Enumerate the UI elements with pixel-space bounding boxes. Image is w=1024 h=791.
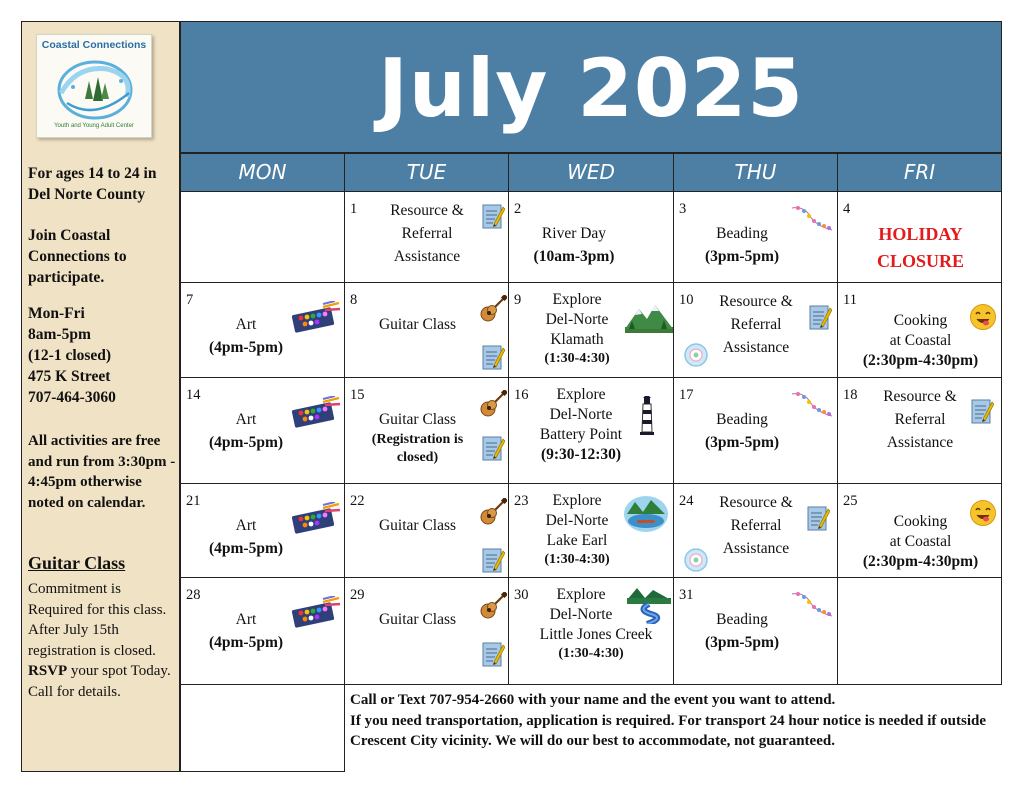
event-line: Resource & <box>390 202 464 219</box>
day-number: 25 <box>843 493 858 509</box>
day-number: 30 <box>514 587 529 603</box>
calendar-cell-15[interactable] <box>344 377 509 484</box>
join-text: Join Coastal Connections to participate. <box>28 227 127 286</box>
day-number: 8 <box>350 292 358 308</box>
calendar-cell-3[interactable] <box>673 191 838 283</box>
calendar-cell-1[interactable] <box>344 191 509 283</box>
event-line: (1:30-4:30) <box>544 552 610 567</box>
event-line: Explore <box>552 492 602 509</box>
calendar-cell-17[interactable] <box>673 377 838 484</box>
calendar-cell-4[interactable] <box>837 191 1002 283</box>
dayhead-tue: TUE <box>344 153 509 192</box>
day-number: 14 <box>186 387 201 403</box>
day-number: 3 <box>679 201 687 217</box>
event-line: (9:30-12:30) <box>540 446 622 463</box>
event-line: River Day <box>541 225 607 242</box>
event-line: Explore <box>556 386 606 403</box>
day-number: 10 <box>679 292 694 308</box>
event-line: Little Jones Creek <box>539 626 653 643</box>
event-line: Referral <box>401 225 453 242</box>
hours-time: 8am-5pm <box>28 326 91 343</box>
lighthouse-icon <box>639 396 655 436</box>
event-line: (3pm-5pm) <box>704 248 780 265</box>
calendar-cell-empty <box>837 577 1002 685</box>
badge-icon <box>683 547 709 573</box>
event-line: Art <box>235 611 257 628</box>
hours-closed: (12-1 closed) <box>28 347 112 364</box>
event-label <box>355 514 480 537</box>
guitar-icon <box>479 390 507 418</box>
coastal-connections-logo <box>36 34 152 138</box>
calendar-cell-9[interactable] <box>508 282 674 378</box>
event-line: Explore <box>552 291 602 308</box>
day-number: 22 <box>350 493 365 509</box>
activities-note: All activities are free and run from 3:30pm - 4:45pm otherwise noted on calendar. <box>28 433 176 511</box>
calendar-cell-18[interactable] <box>837 377 1002 484</box>
beads-icon <box>790 204 834 236</box>
holiday-closure-label <box>848 221 993 275</box>
event-label <box>860 385 980 454</box>
day-number: 16 <box>514 387 529 403</box>
event-line: Resource & <box>719 293 793 310</box>
event-line: Cooking <box>893 312 948 329</box>
event-label <box>191 408 301 454</box>
event-line: (1:30-4:30) <box>558 646 624 661</box>
rsvp-bold: RSVP <box>28 663 68 679</box>
footer-note <box>350 690 1010 752</box>
dayhead-fri: FRI <box>837 153 1002 192</box>
footer-line-transport: If you need transportation, application is required. For transport 24 hour notice is needed if outside Crescent City vicinity. We will do our best to accommodate, not guaranteed. <box>350 712 987 749</box>
notepad-icon <box>481 640 505 668</box>
event-line: Del-Norte <box>545 311 609 328</box>
event-line: (Registration is <box>371 432 464 447</box>
calendar-cell-23[interactable] <box>508 483 674 578</box>
art-palette-icon <box>289 596 341 628</box>
event-line: Resource & <box>719 494 793 511</box>
logo-title: Coastal Connections <box>41 39 147 51</box>
calendar-cell-16[interactable] <box>508 377 674 484</box>
event-label <box>191 514 301 560</box>
event-line: Art <box>235 411 257 428</box>
event-line: (4pm-5pm) <box>208 434 284 451</box>
event-line: Referral <box>730 316 782 333</box>
event-label <box>527 491 627 569</box>
art-palette-icon <box>289 301 341 333</box>
event-label <box>355 608 480 631</box>
notepad-icon <box>481 546 505 574</box>
event-label <box>367 199 487 268</box>
event-line: Assistance <box>886 434 954 451</box>
event-line: (1:30-4:30) <box>544 351 610 366</box>
event-label <box>684 608 800 654</box>
event-line: Assistance <box>722 540 790 557</box>
event-line: Beading <box>716 411 768 428</box>
event-line: Referral <box>894 411 946 428</box>
event-line: Guitar Class <box>378 517 457 534</box>
dayhead-thu: THU <box>673 153 838 192</box>
creek-icon <box>627 586 671 624</box>
dayhead-mon: MON <box>180 153 345 192</box>
event-line: (3pm-5pm) <box>704 634 780 651</box>
month-title: July 2025 <box>378 42 804 135</box>
event-line: Del-Norte <box>549 606 613 623</box>
calendar-cell-2[interactable] <box>508 191 674 283</box>
calendar-cell-empty <box>180 191 345 283</box>
event-label <box>191 313 301 359</box>
day-number: 21 <box>186 493 201 509</box>
event-line: (4pm-5pm) <box>208 339 284 356</box>
event-line: Battery Point <box>539 426 623 443</box>
day-number: 11 <box>843 292 857 308</box>
dayhead-wed: WED <box>508 153 674 192</box>
calendar-cell-14[interactable] <box>180 377 345 484</box>
event-line: Assistance <box>393 248 461 265</box>
event-line: Resource & <box>883 388 957 405</box>
event-label <box>696 290 816 359</box>
badge-icon <box>683 342 709 368</box>
sidebar <box>21 21 180 772</box>
guitar-icon <box>479 295 507 323</box>
calendar-cell-10[interactable] <box>673 282 838 378</box>
event-line: closed) <box>396 450 439 465</box>
calendar-cell-31[interactable] <box>673 577 838 685</box>
notepad-icon <box>481 434 505 462</box>
calendar-cell-11[interactable] <box>837 282 1002 378</box>
beads-icon <box>790 390 834 422</box>
event-label <box>527 290 627 368</box>
day-number: 29 <box>350 587 365 603</box>
rsvp-details: your spot Today. Call for details. <box>28 663 171 700</box>
event-label <box>684 408 800 454</box>
event-line: Art <box>235 517 257 534</box>
event-line: (3pm-5pm) <box>704 434 780 451</box>
event-line: (2:30pm-4:30pm) <box>862 553 979 570</box>
event-label <box>519 222 629 268</box>
ages-text: For ages 14 to 24 in Del Norte County <box>28 165 157 203</box>
art-palette-icon <box>289 502 341 534</box>
day-number: 18 <box>843 387 858 403</box>
day-number: 15 <box>350 387 365 403</box>
empty-box <box>180 684 345 772</box>
guitar-icon <box>479 592 507 620</box>
event-line: Guitar Class <box>378 316 457 333</box>
guitar-class-heading: Guitar Class <box>28 553 126 573</box>
notepad-icon <box>808 303 832 331</box>
event-line: Klamath <box>550 331 604 348</box>
beads-icon <box>790 590 834 622</box>
day-number: 4 <box>843 201 851 217</box>
event-line: CLOSURE <box>876 251 965 271</box>
calendar-cell-7[interactable] <box>180 282 345 378</box>
smiley-face-icon <box>969 499 997 527</box>
event-line: Art <box>235 316 257 333</box>
day-number: 24 <box>679 493 694 509</box>
calendar-cell-28[interactable] <box>180 577 345 685</box>
event-line: Lake Earl <box>546 532 608 549</box>
smiley-face-icon <box>969 303 997 331</box>
event-line: (10am-3pm) <box>533 248 615 265</box>
event-line: (4pm-5pm) <box>208 634 284 651</box>
day-number: 31 <box>679 587 694 603</box>
day-number: 2 <box>514 201 522 217</box>
event-line: (4pm-5pm) <box>208 540 284 557</box>
notepad-icon <box>481 343 505 371</box>
footer-line-contact: Call or Text 707-954-2660 with your name and the event you want to attend. <box>350 692 836 708</box>
guitar-class-text: Commitment is Required for this class. After July 15th registration is closed. <box>28 581 167 659</box>
calendar-cell-8[interactable] <box>344 282 509 378</box>
event-label <box>684 222 800 268</box>
day-number: 7 <box>186 292 194 308</box>
day-number: 28 <box>186 587 201 603</box>
event-line: Guitar Class <box>378 611 457 628</box>
hours-days: Mon-Fri <box>28 305 85 322</box>
logo-subtitle: Youth and Young Adult Center <box>54 123 134 129</box>
event-line: Beading <box>716 611 768 628</box>
event-line: HOLIDAY <box>878 224 963 244</box>
calendar-cell-21[interactable] <box>180 483 345 578</box>
event-line: Guitar Class <box>378 411 457 428</box>
rsvp-text <box>28 661 178 702</box>
month-header <box>180 21 1002 153</box>
event-label <box>696 491 816 560</box>
event-line: Del-Norte <box>549 406 613 423</box>
event-label <box>531 385 631 465</box>
event-line: Assistance <box>722 339 790 356</box>
notepad-icon <box>481 202 505 230</box>
event-label <box>355 313 480 336</box>
day-number: 23 <box>514 493 529 509</box>
mountain-icon <box>625 301 673 333</box>
event-line: at Coastal <box>889 332 952 349</box>
event-line: Explore <box>556 586 606 603</box>
notepad-icon <box>806 504 830 532</box>
phone-number: 707-464-3060 <box>28 389 116 406</box>
day-number: 9 <box>514 292 522 308</box>
event-line: Beading <box>716 225 768 242</box>
notepad-icon <box>970 397 994 425</box>
event-line: Referral <box>730 517 782 534</box>
event-line: Cooking <box>893 513 948 530</box>
lake-icon <box>623 494 669 534</box>
event-line: (2:30pm-4:30pm) <box>862 352 979 369</box>
event-label <box>191 608 301 654</box>
day-number: 1 <box>350 201 358 217</box>
calendar-cell-25[interactable] <box>837 483 1002 578</box>
guitar-icon <box>479 498 507 526</box>
event-label <box>355 408 480 467</box>
event-line: Del-Norte <box>545 512 609 529</box>
art-palette-icon <box>289 396 341 428</box>
day-number: 17 <box>679 387 694 403</box>
event-line: at Coastal <box>889 533 952 550</box>
calendar-cell-29[interactable] <box>344 577 509 685</box>
calendar-cell-24[interactable] <box>673 483 838 578</box>
address: 475 K Street <box>28 368 111 385</box>
calendar-cell-30[interactable] <box>508 577 674 685</box>
calendar-cell-22[interactable] <box>344 483 509 578</box>
